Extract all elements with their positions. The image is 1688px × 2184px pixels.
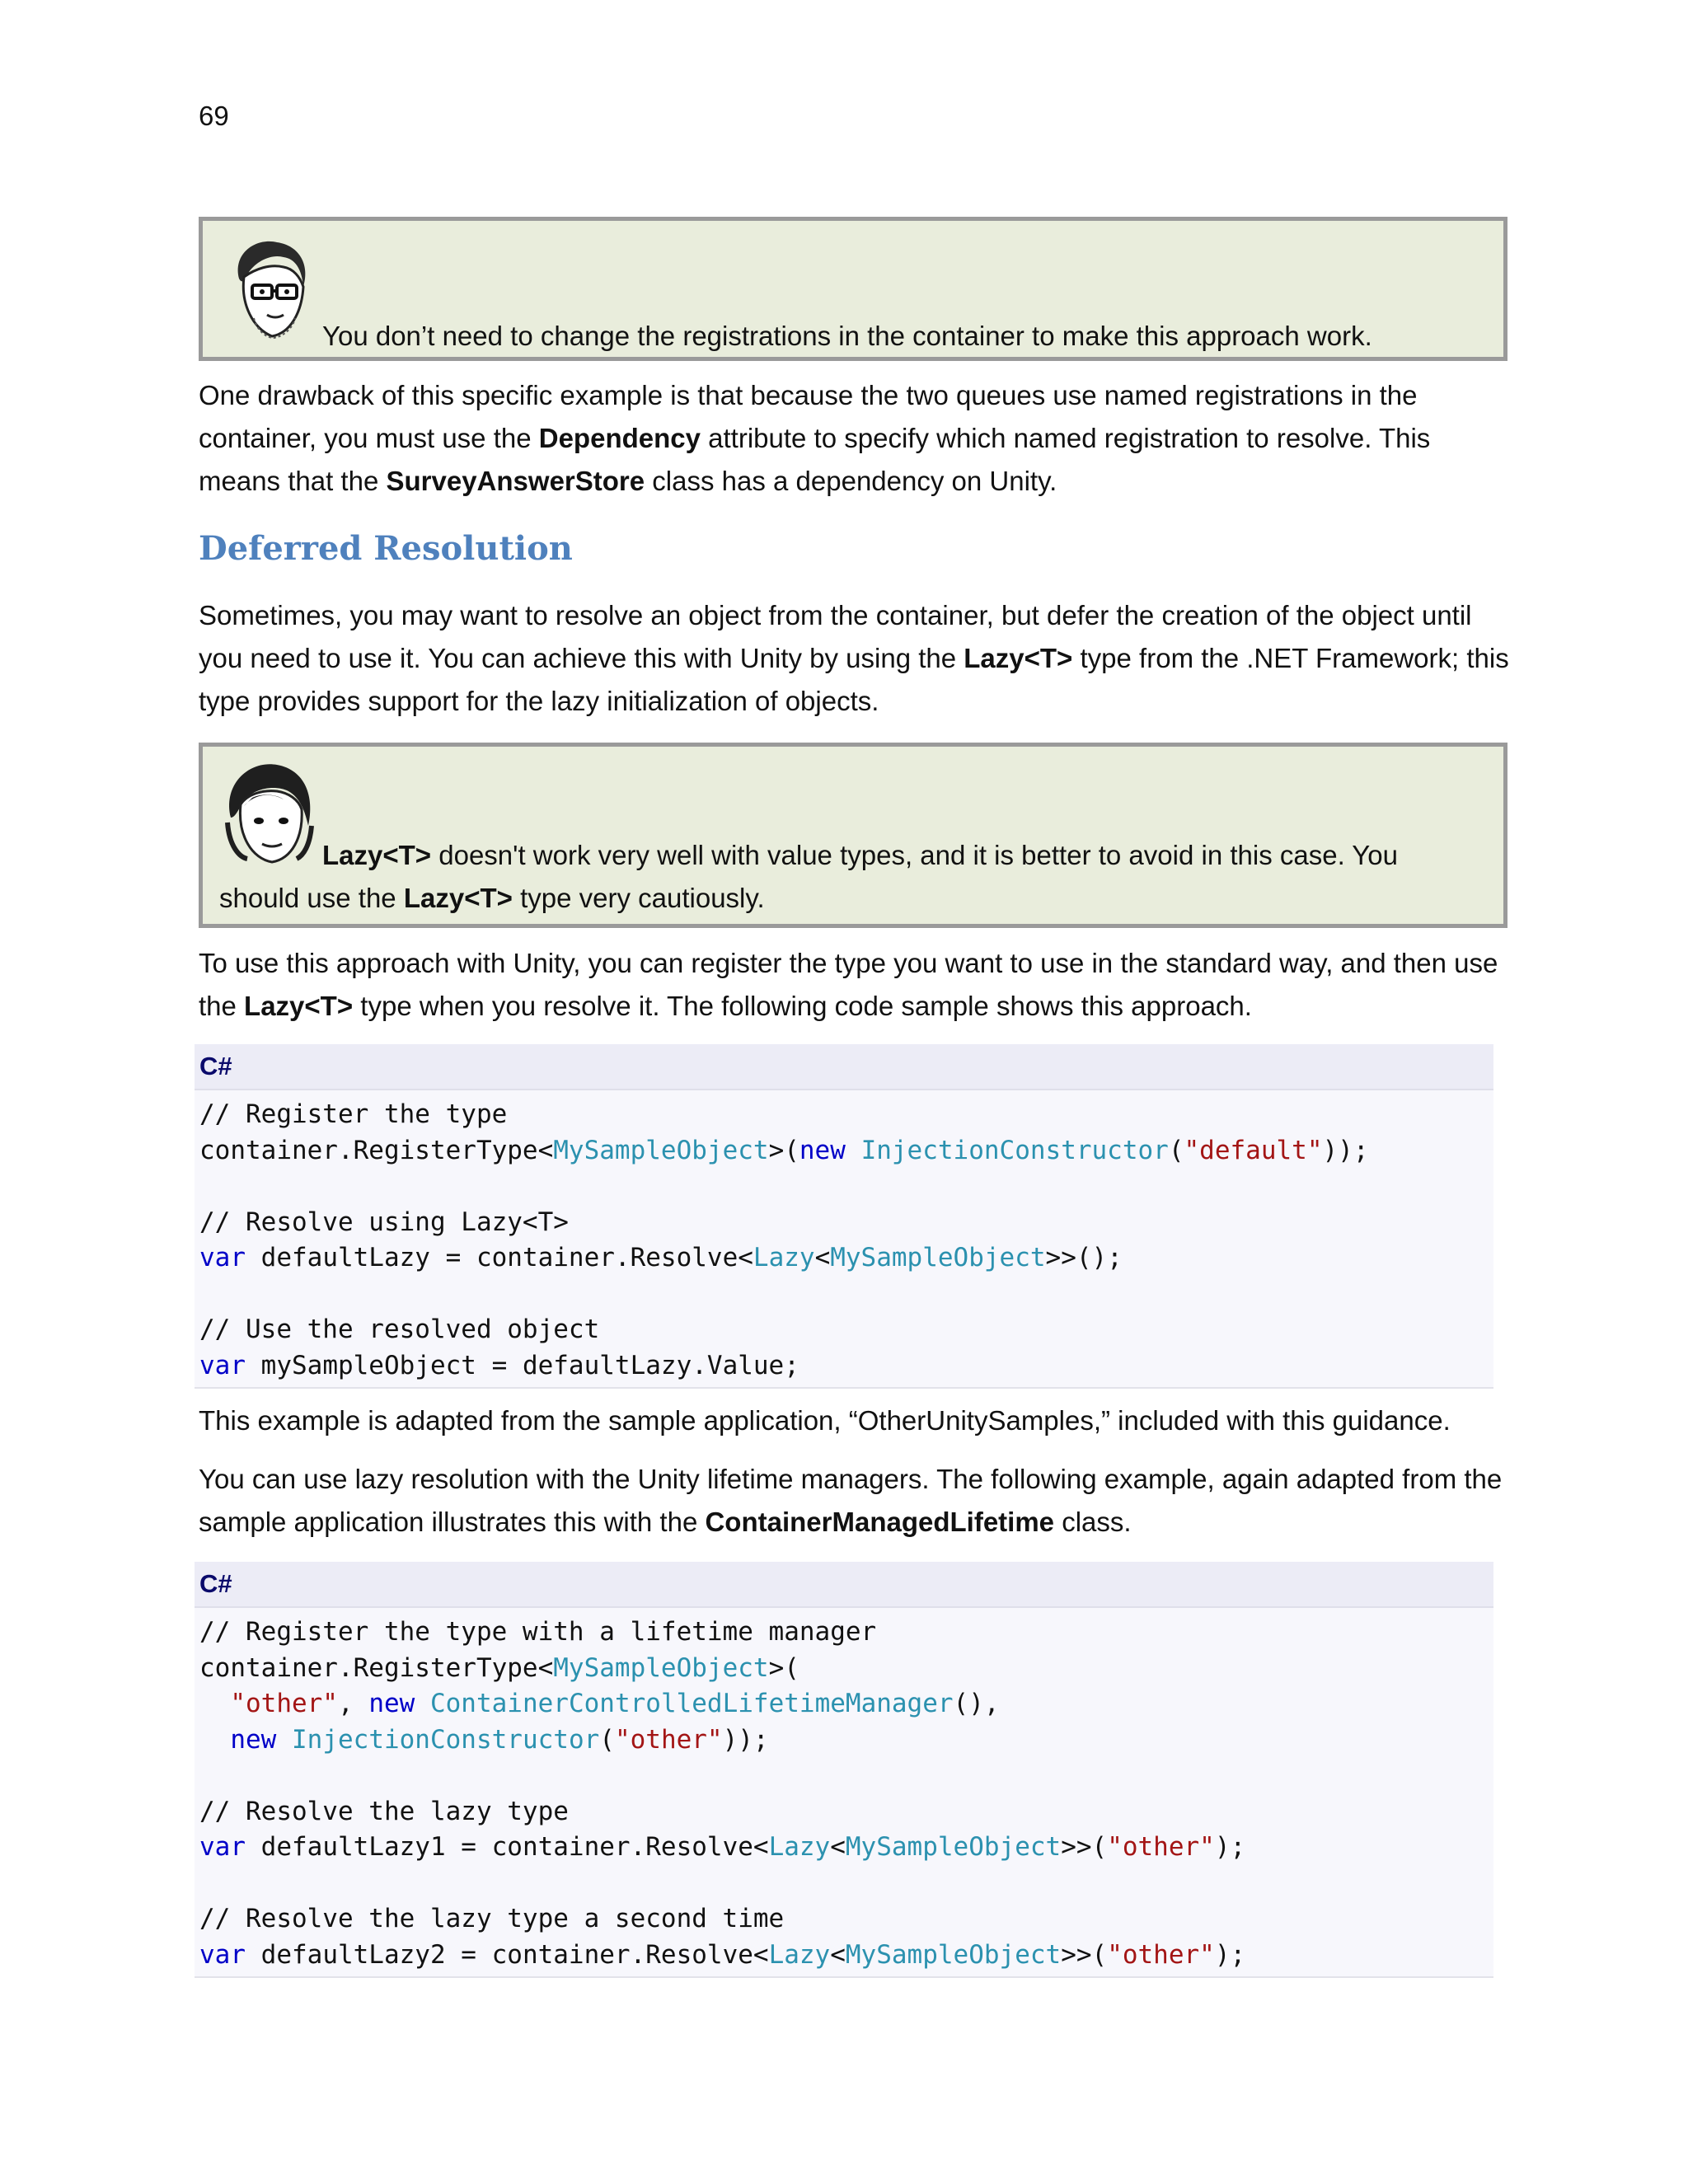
code-token: "other" xyxy=(1107,1939,1215,1970)
paragraph-example-source xyxy=(199,1399,1517,1442)
code-line xyxy=(195,1830,1493,1866)
code-token: var xyxy=(199,1243,246,1272)
code-token: // Resolve the lazy type a second time xyxy=(199,1904,785,1933)
code-token: (), xyxy=(953,1689,1000,1718)
bold-term: Lazy<T> xyxy=(244,991,354,1021)
text-run: class has a dependency on Unity. xyxy=(645,466,1057,496)
code-line xyxy=(195,1866,1493,1902)
paragraph-approach xyxy=(199,942,1517,1028)
code-token: Lazy xyxy=(768,1939,831,1970)
text-run: should use the xyxy=(219,883,404,913)
code-token: ); xyxy=(1214,1832,1246,1862)
code-token: new xyxy=(799,1135,846,1165)
text-run: Sometimes, you may want to resolve an object from the container, but defer the creation of the object until you need to use it. You can achieve this with Unity by using the xyxy=(199,600,1472,673)
code-token: MySampleObject xyxy=(830,1243,1046,1272)
code-token: , xyxy=(337,1689,369,1718)
code-line xyxy=(195,1615,1493,1651)
code-line xyxy=(195,1312,1493,1348)
code-token: >>( xyxy=(1061,1832,1108,1862)
code-token: defaultLazy = container.Resolve< xyxy=(246,1243,753,1272)
code-token xyxy=(276,1725,292,1755)
code-lines xyxy=(195,1090,1493,1387)
code-token: // Resolve the lazy type xyxy=(199,1796,569,1826)
text-run: To use this approach with Unity, you can register the type you want to use in the standard way, and then use the xyxy=(199,948,1498,1021)
code-token: // Resolve using Lazy<T> xyxy=(199,1207,569,1237)
code-token: var xyxy=(199,1939,246,1970)
paragraph-lifetime xyxy=(199,1458,1517,1544)
code-token: // Use the resolved object xyxy=(199,1315,600,1344)
code-line xyxy=(195,1794,1493,1830)
code-block xyxy=(195,1562,1493,1978)
note-text xyxy=(219,877,765,920)
code-line xyxy=(195,1758,1493,1794)
code-token: ContainerControlledLifetimeManager xyxy=(429,1689,954,1718)
code-token: )); xyxy=(722,1724,769,1755)
code-token xyxy=(199,1689,230,1718)
code-token: var xyxy=(199,1350,246,1380)
code-token: container.RegisterType< xyxy=(199,1135,554,1165)
code-token: InjectionConstructor xyxy=(860,1135,1169,1165)
bold-term: SurveyAnswerStore xyxy=(386,466,645,496)
text-run: doesn't work very well with value types, and it is better to avoid in this case. You xyxy=(431,840,1398,870)
text-run: type from the .NET Framework; this type provides support for the lazy initialization of objects. xyxy=(199,643,1509,716)
text-run: You can use lazy resolution with the Unity lifetime managers. The following example, again adapted from the sample application illustrates this with the xyxy=(199,1464,1503,1537)
section-heading: Deferred Resolution xyxy=(199,529,573,568)
code-token: mySampleObject = defaultLazy.Value; xyxy=(246,1350,799,1380)
code-token: MySampleObject xyxy=(553,1652,769,1683)
code-line xyxy=(195,1240,1493,1277)
code-token: >>(); xyxy=(1045,1243,1123,1272)
code-token: Lazy xyxy=(768,1832,831,1862)
code-token: // Register the type xyxy=(199,1099,508,1129)
note-text xyxy=(322,834,1398,877)
code-token: "other" xyxy=(614,1724,723,1755)
page-number: 69 xyxy=(199,101,229,131)
code-language-label: C# xyxy=(195,1044,1493,1090)
text-run: attribute to specify which named registration to resolve. This means that the xyxy=(199,423,1431,496)
code-token: >( xyxy=(768,1135,799,1165)
bearded-man-avatar-icon xyxy=(224,236,315,343)
code-token: ( xyxy=(599,1724,615,1755)
text-run: class. xyxy=(1054,1507,1132,1537)
code-token: var xyxy=(199,1832,246,1862)
code-token: container.RegisterType< xyxy=(199,1652,554,1683)
code-token: new xyxy=(230,1724,277,1755)
code-token: "other" xyxy=(230,1689,338,1718)
paragraph-dependency xyxy=(199,374,1517,503)
code-token: // Register the type with a lifetime manager xyxy=(199,1617,877,1647)
text-run: One drawback of this specific example is that because the two queues use named registrations in the container, you must use the xyxy=(199,380,1418,453)
bold-term: Lazy<T> xyxy=(322,840,432,870)
code-token: "other" xyxy=(1107,1832,1215,1862)
code-line xyxy=(195,1348,1493,1385)
paragraph-deferred-intro xyxy=(199,594,1517,723)
code-line xyxy=(195,1277,1493,1313)
note-text: You don’t need to change the registrations in the container to make this approach work. xyxy=(322,321,1372,351)
bold-term: ContainerManagedLifetime xyxy=(705,1507,1055,1537)
code-line xyxy=(195,1205,1493,1241)
code-token: MySampleObject xyxy=(845,1832,1062,1862)
text-run: type when you resolve it. The following code sample shows this approach. xyxy=(353,991,1252,1021)
code-language-label: C# xyxy=(195,1562,1493,1608)
code-token xyxy=(199,1725,230,1755)
code-token: < xyxy=(814,1243,831,1272)
code-line xyxy=(195,1938,1493,1974)
code-token: defaultLazy1 = container.Resolve< xyxy=(246,1832,769,1862)
code-token: "default" xyxy=(1184,1135,1323,1165)
code-token: < xyxy=(830,1939,846,1970)
code-block xyxy=(195,1044,1493,1389)
code-token: )); xyxy=(1322,1135,1369,1165)
note-box xyxy=(199,217,1507,361)
code-line xyxy=(195,1169,1493,1205)
code-token: < xyxy=(830,1832,846,1862)
code-token: MySampleObject xyxy=(553,1135,769,1165)
code-token: MySampleObject xyxy=(845,1939,1062,1970)
code-token xyxy=(846,1136,861,1165)
bold-term: Lazy<T> xyxy=(964,643,1073,673)
code-line xyxy=(195,1722,1493,1759)
code-token: Lazy xyxy=(753,1243,815,1272)
text-run: type very cautiously. xyxy=(512,883,765,913)
text-run: This example is adapted from the sample application, “OtherUnitySamples,” included with this guidance. xyxy=(199,1405,1451,1436)
code-token: ( xyxy=(1168,1135,1184,1165)
code-token: InjectionConstructor xyxy=(292,1724,600,1755)
code-line xyxy=(195,1901,1493,1938)
note-box xyxy=(199,743,1507,928)
code-token: >( xyxy=(768,1652,799,1683)
code-token xyxy=(415,1689,430,1718)
code-line xyxy=(195,1686,1493,1722)
code-token: new xyxy=(368,1689,415,1718)
bold-term: Dependency xyxy=(538,423,701,453)
code-line xyxy=(195,1133,1493,1169)
woman-avatar-icon xyxy=(219,760,318,867)
code-token: >>( xyxy=(1061,1939,1108,1970)
bold-term: Lazy<T> xyxy=(403,883,513,913)
code-token: ); xyxy=(1214,1939,1246,1970)
code-line xyxy=(195,1651,1493,1687)
code-token: defaultLazy2 = container.Resolve< xyxy=(246,1939,769,1970)
code-line xyxy=(195,1097,1493,1133)
code-lines xyxy=(195,1608,1493,1976)
